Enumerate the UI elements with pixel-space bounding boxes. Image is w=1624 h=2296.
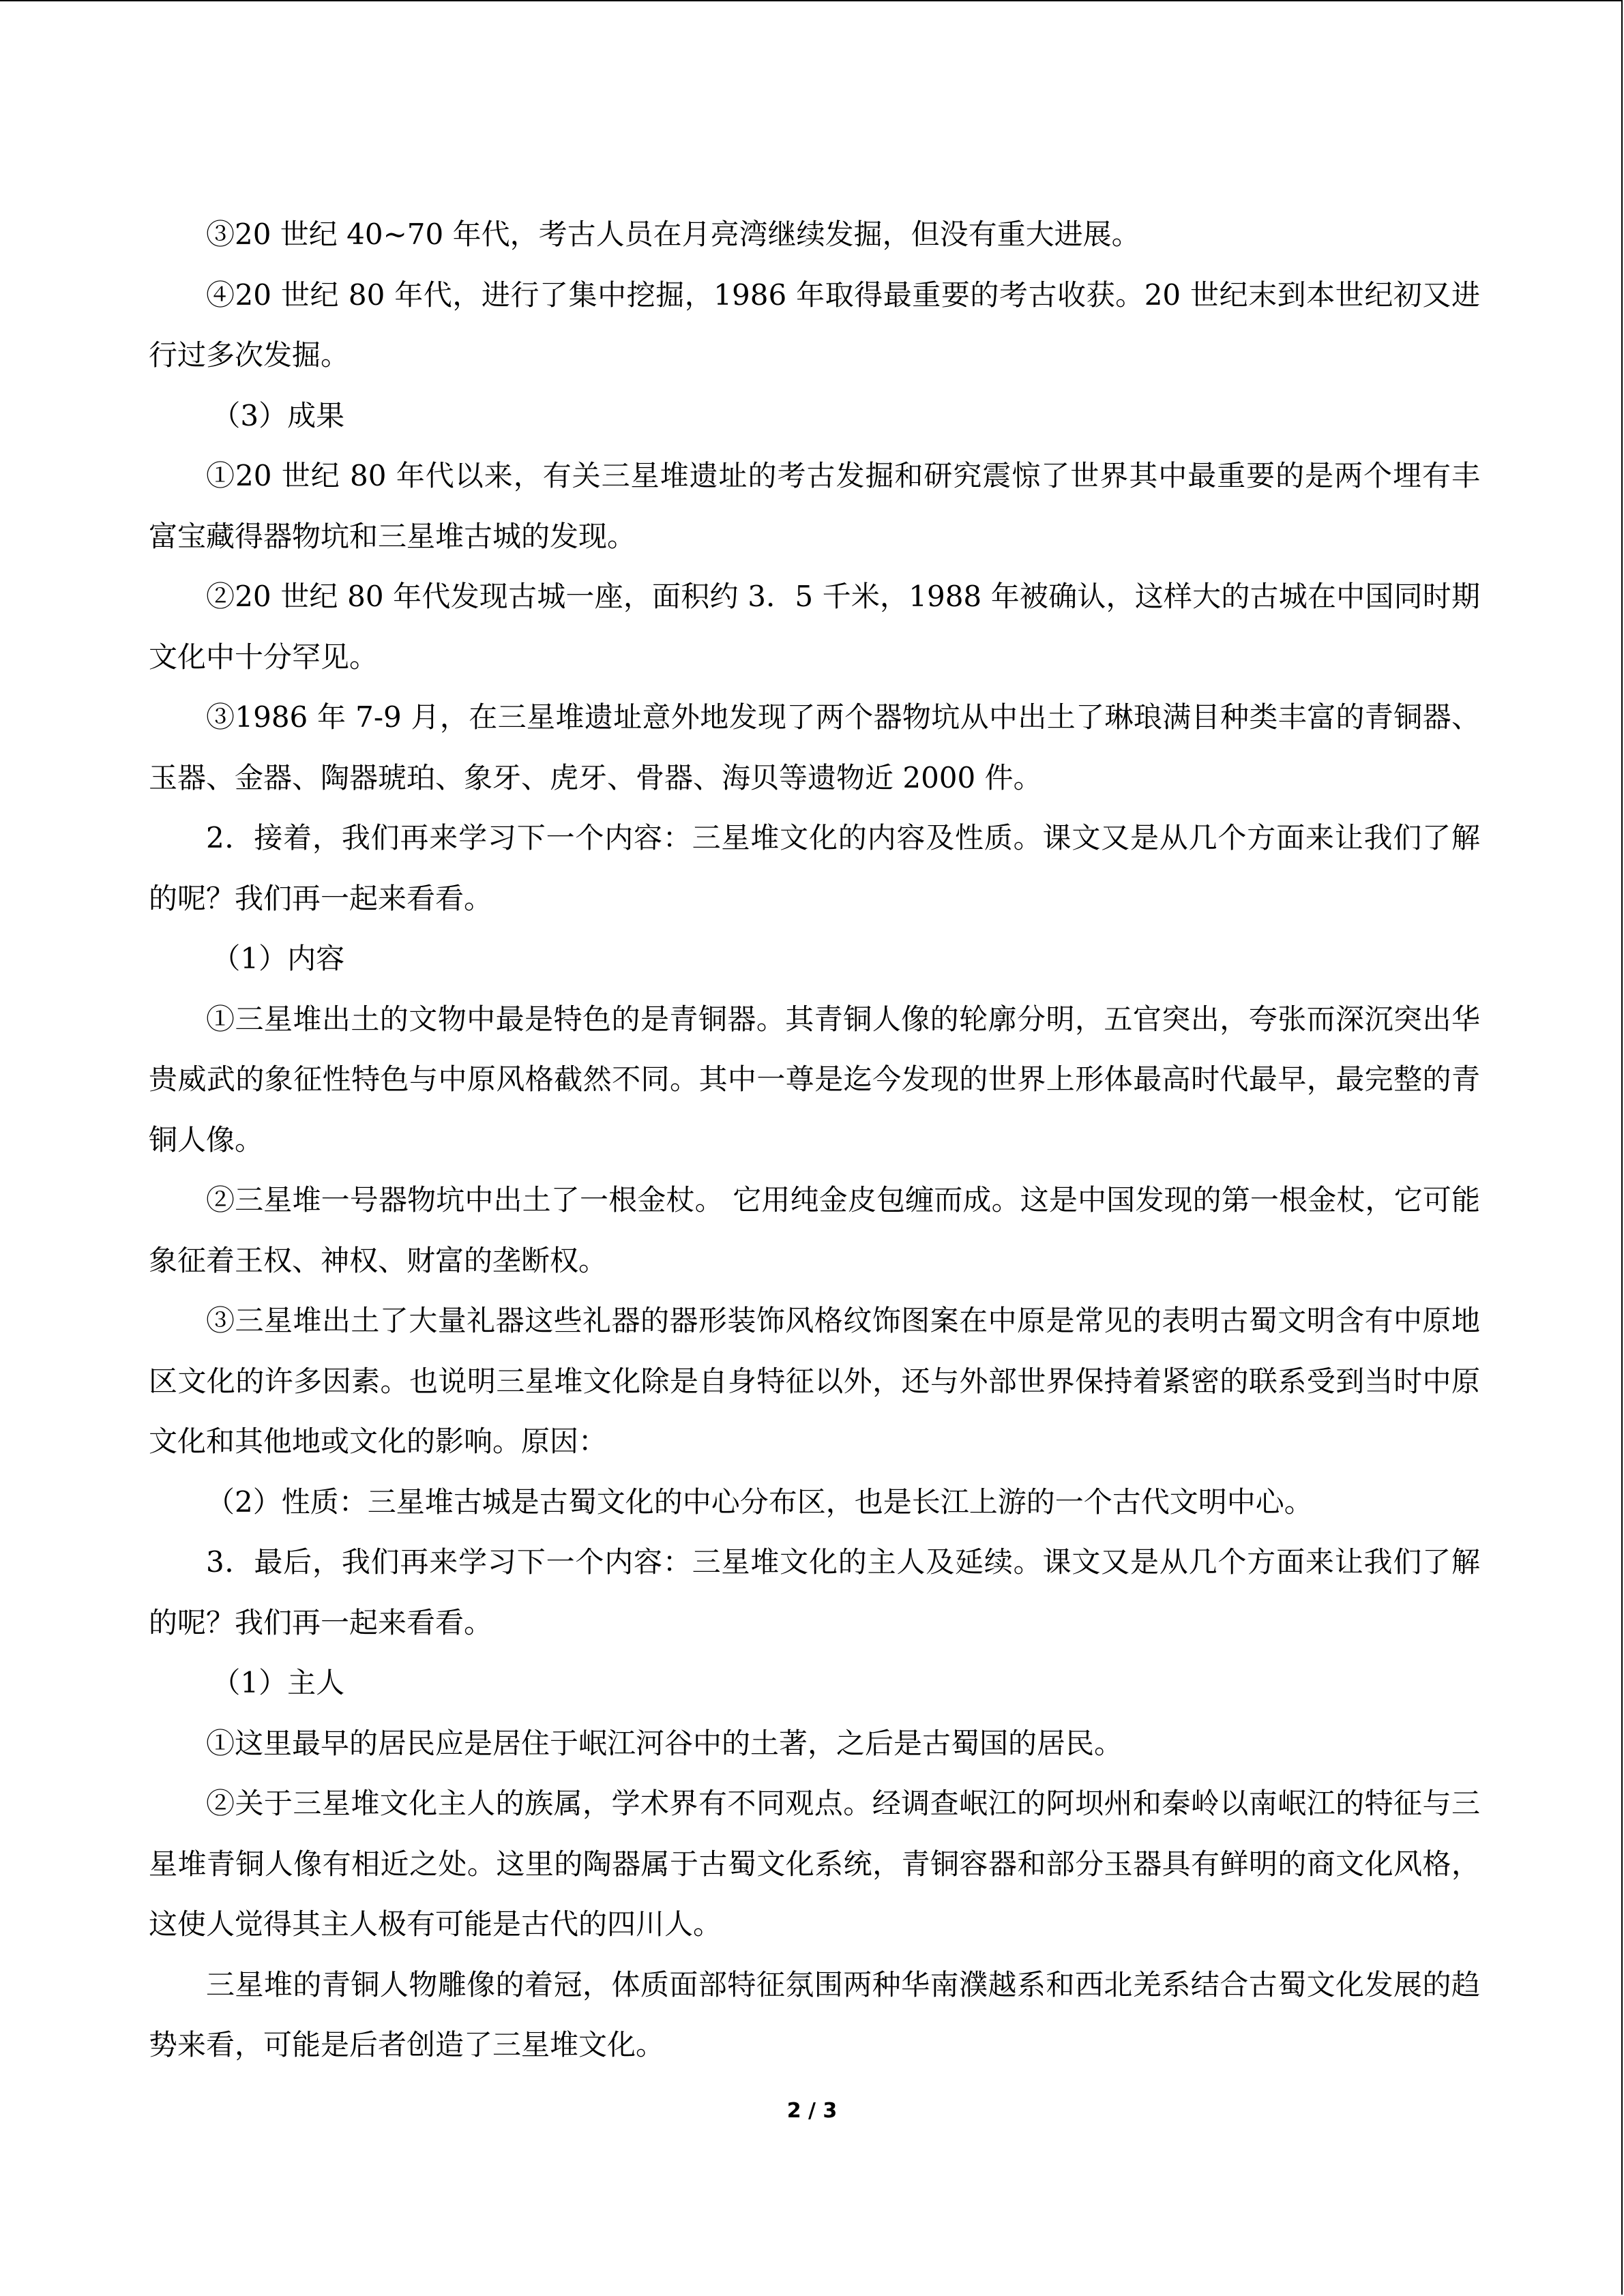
paragraph: 3．最后，我们再来学习下一个内容：三星堆文化的主人及延续。课文又是从几个方面来让我们了解的呢？我们再一起来看看。 <box>149 1545 1480 1639</box>
paragraph: ①三星堆出土的文物中最是特色的是青铜器。其青铜人像的轮廓分明，五官突出，夸张而深沉突出华贵威武的象征性特色与中原风格截然不同。其中一尊是迄今发现的世界上形体最高时代最早，最完整的青铜人像。 <box>149 1002 1480 1157</box>
document-body <box>149 205 1480 2076</box>
paragraph: ②三星堆一号器物坑中出土了一根金杖。 它用纯金皮包缠而成。这是中国发现的第一根金杖，它可能象征着王权、神权、财富的垄断权。 <box>149 1183 1480 1277</box>
paragraph: ①20 世纪 80 年代以来，有关三星堆遗址的考古发掘和研究震惊了世界其中最重要的是两个埋有丰富宝藏得器物坑和三星堆古城的发现。 <box>149 459 1480 553</box>
section-heading: （1）主人 <box>211 1666 345 1699</box>
page-number: 2 / 3 <box>786 2099 838 2123</box>
section-heading: （1）内容 <box>211 942 345 975</box>
paragraph: ②关于三星堆文化主人的族属，学术界有不同观点。经调查岷江的阿坝州和秦岭以南岷江的特征与三星堆青铜人像有相近之处。这里的陶器属于古蜀文化系统，青铜容器和部分玉器具有鲜明的商文化风格，这使人觉得其主人极有可能是古代的四川人。 <box>149 1787 1480 1941</box>
paragraph: 2．接着，我们再来学习下一个内容：三星堆文化的内容及性质。课文又是从几个方面来让我们了解的呢？我们再一起来看看。 <box>149 821 1480 915</box>
paragraph: （2）性质：三星堆古城是古蜀文化的中心分布区，也是长江上游的一个古代文明中心。 <box>206 1485 1313 1519</box>
paragraph: ②20 世纪 80 年代发现古城一座，面积约 3．5 千米，1988 年被确认，这样大的古城在中国同时期文化中十分罕见。 <box>149 580 1480 674</box>
section-heading: （3）成果 <box>211 398 345 432</box>
paragraph: ④20 世纪 80 年代，进行了集中挖掘，1986 年取得最重要的考古收获。20 世纪末到本世纪初又进行过多次发掘。 <box>149 278 1480 372</box>
paragraph: 三星堆的青铜人物雕像的着冠，体质面部特征氛围两种华南濮越系和西北羌系结合古蜀文化发展的趋势来看，可能是后者创造了三星堆文化。 <box>149 1967 1480 2061</box>
paragraph: ③1986 年 7-9 月，在三星堆遗址意外地发现了两个器物坑从中出土了琳琅满目种类丰富的青铜器、玉器、金器、陶器琥珀、象牙、虎牙、骨器、海贝等遗物近 2000 件。 <box>149 700 1480 794</box>
paragraph: ①这里最早的居民应是居住于岷江河谷中的土著，之后是古蜀国的居民。 <box>206 1726 1123 1760</box>
paragraph: ③20 世纪 40~70 年代，考古人员在月亮湾继续发掘，但没有重大进展。 <box>206 218 1140 251</box>
paragraph: ③三星堆出土了大量礼器这些礼器的器形装饰风格纹饰图案在中原是常见的表明古蜀文明含有中原地区文化的许多因素。也说明三星堆文化除是自身特征以外，还与外部世界保持着紧密的联系受到当时中原文化和其他地或文化的影响。原因： <box>149 1304 1480 1458</box>
